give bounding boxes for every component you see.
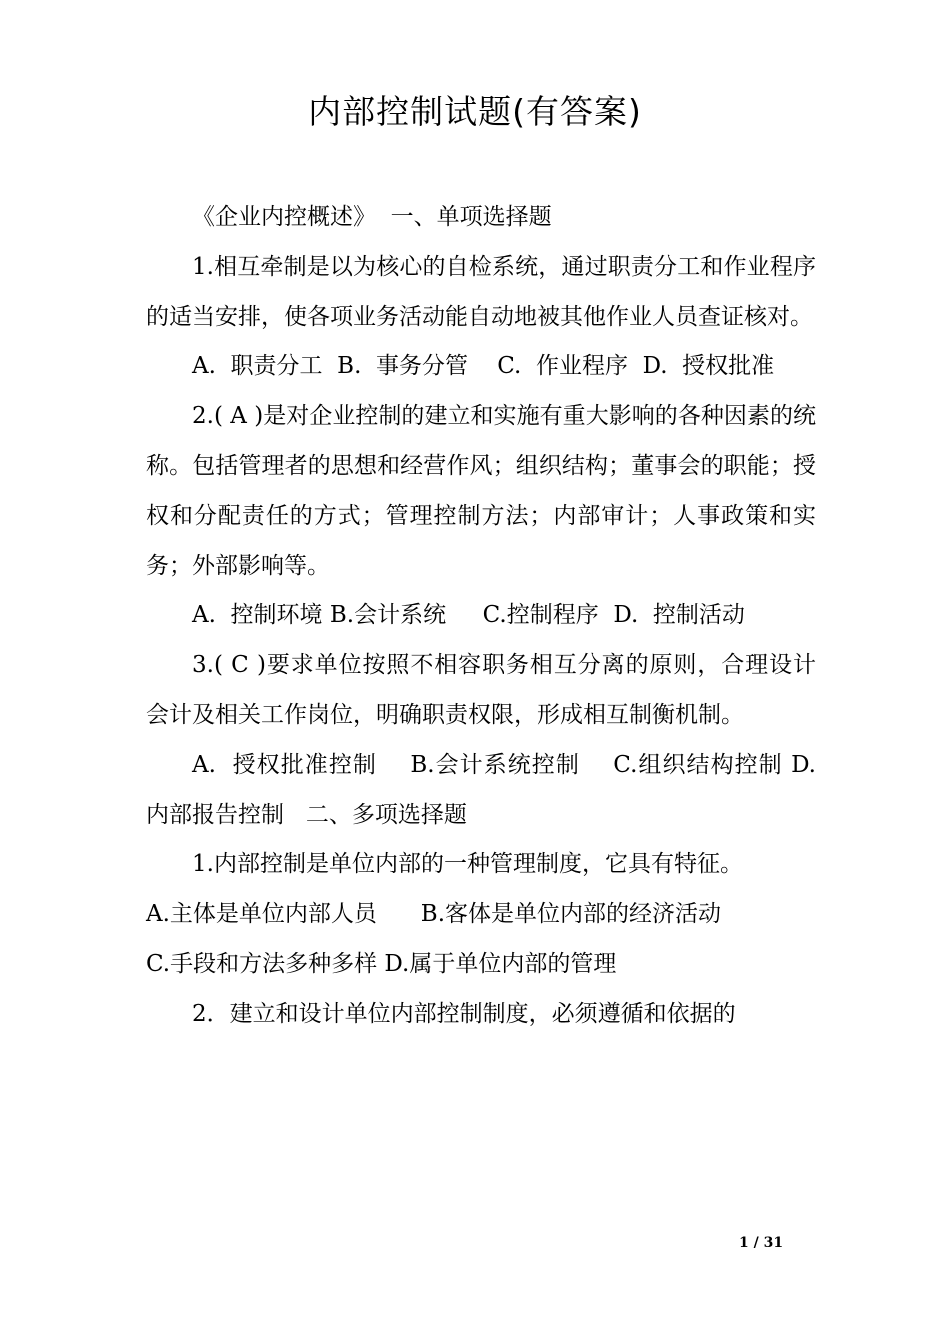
question-paragraph: 1.内部控制是单位内部的一种管理制度，它具有特征。 — [192, 851, 743, 878]
page-total: 31 — [763, 1235, 784, 1251]
options-paragraph: A. 职责分工 B. 事务分管 C. 作业程序 D. 授权批准 — [192, 353, 775, 380]
page-number — [739, 1233, 783, 1253]
section-heading: 《企业内控概述》 一、单项选择题 — [192, 204, 552, 230]
options-paragraph: A.主体是单位内部人员 B.客体是单位内部的经济活动 — [146, 901, 721, 928]
options-paragraph: A. 控制环境 B.会计系统 C.控制程序 D. 控制活动 — [192, 602, 745, 629]
question-paragraph: 2.( A )是对企业控制的建立和实施有重大影响的各种因素的统称。包括管理者的思想和经营作风；组织结构；董事会的职能；授权和分配责任的方式；管理控制方法；内部审计；人事政策和实务；外部影响等。 — [146, 403, 816, 579]
document-body — [146, 193, 831, 1040]
options-paragraph: A. 授权批准控制 B.会计系统控制 C.组织结构控制 D. 内部报告控制 二、多项选择题 — [146, 751, 831, 828]
question-paragraph: 3.( C )要求单位按照不相容职务相互分离的原则，合理设计会计及相关工作岗位，明确职责权限，形成相互制衡机制。 — [146, 652, 816, 728]
document-title: 内部控制试题(有答案) — [308, 92, 642, 131]
page-current: 1 — [739, 1235, 749, 1251]
question-paragraph: 1.相互牵制是以为核心的自检系统，通过职责分工和作业程序的适当安排，使各项业务活动能自动地被其他作业人员查证核对。 — [146, 253, 816, 330]
question-paragraph: 2．建立和设计单位内部控制制度，必须遵循和依据的 — [192, 1000, 736, 1027]
page-separator: / — [753, 1235, 759, 1251]
options-paragraph: C.手段和方法多种多样 D.属于单位内部的管理 — [146, 950, 617, 977]
